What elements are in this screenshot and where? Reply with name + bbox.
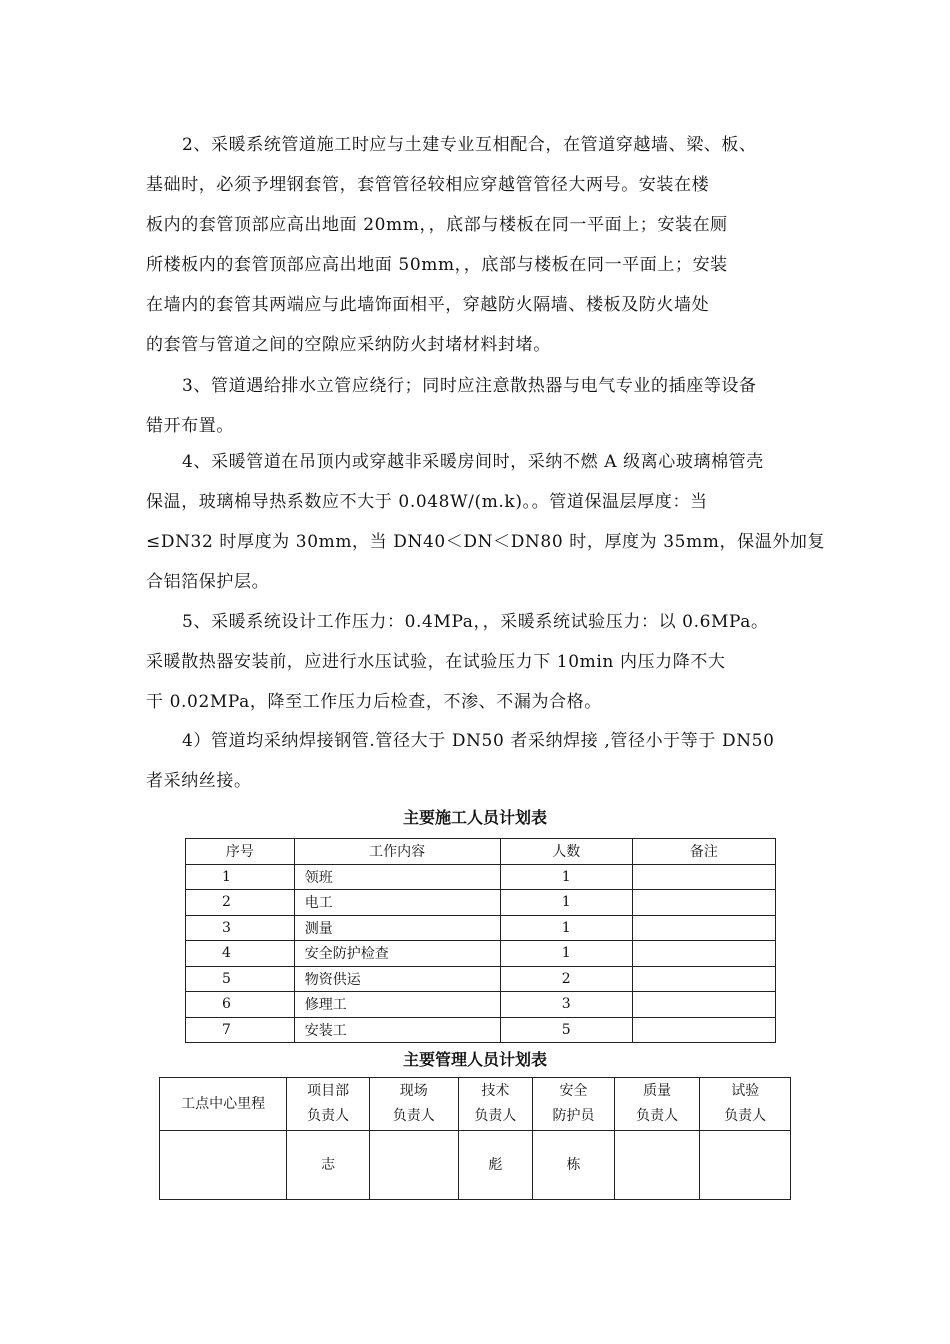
cell: 1	[500, 941, 632, 967]
cell: 2	[186, 890, 295, 916]
manager-plan-table	[159, 1077, 791, 1200]
cell: 7	[186, 1017, 295, 1043]
header-line: 质量	[643, 1083, 672, 1099]
header-line: 项目部	[307, 1083, 350, 1099]
header-line: 负责人	[392, 1108, 435, 1124]
text-line: 3、管道遇给排水立管应绕行；同时应注意散热器与电气专业的插座等设备	[182, 376, 757, 396]
cell: 修理工	[294, 992, 500, 1018]
header-line: 技术	[481, 1083, 510, 1099]
paragraph-6	[146, 721, 810, 801]
cell: 1	[500, 890, 632, 916]
text-line: 合铝箔保护层。	[146, 572, 270, 592]
staff-table-title: 主要施工人员计划表	[402, 808, 547, 827]
header-cell	[369, 1078, 458, 1131]
text-line: 的套管与管道之间的空隙应采纳防火封堵材料封堵。	[146, 335, 551, 355]
cell: 3	[500, 992, 632, 1018]
header-cell	[700, 1078, 791, 1131]
text-line: 4、采暖管道在吊顶内或穿越非采暖房间时，采纳不燃 A 级离心玻璃棉管壳	[182, 452, 764, 472]
text-line: 板内的套管顶部应高出地面 20mm，，底部与楼板在同一平面上；安装在厕	[146, 215, 728, 235]
text-line: 5、采暖系统设计工作压力：0.4MPa，，采暖系统试验压力：以 0.6MPa。	[182, 612, 769, 632]
table-row	[160, 1131, 791, 1200]
cell: 安全防护检查	[294, 941, 500, 967]
table-row	[186, 941, 776, 967]
header-line: 负责人	[636, 1108, 679, 1124]
header-line: 试验	[731, 1083, 760, 1099]
header-cell	[614, 1078, 700, 1131]
cell: 领班	[294, 864, 500, 890]
table-row	[186, 966, 776, 992]
paragraph-3	[146, 366, 810, 446]
cell: 3	[186, 915, 295, 941]
cell	[700, 1131, 791, 1200]
header-line: 安全	[559, 1083, 588, 1099]
cell: 电工	[294, 890, 500, 916]
table-row	[186, 915, 776, 941]
paragraph-4	[146, 442, 826, 602]
header-cell	[533, 1078, 615, 1131]
header-cell: 序号	[186, 839, 295, 865]
header-line: 工点中心里程	[181, 1095, 266, 1112]
text-line: 干 0.02MPa，降至工作压力后检查，不渗、不漏为合格。	[146, 692, 602, 712]
header-cell: 人数	[500, 839, 632, 865]
cell	[632, 864, 775, 890]
text-line: 采暖散热器安装前，应进行水压试验，在试验压力下 10min 内压力降不大	[146, 652, 726, 672]
table-row	[186, 992, 776, 1018]
cell: 栋	[533, 1131, 615, 1200]
header-line: 现场	[399, 1083, 428, 1099]
cell: 志	[287, 1131, 370, 1200]
header-line: 防护员	[552, 1108, 595, 1124]
cell	[632, 890, 775, 916]
cell: 1	[500, 864, 632, 890]
staff-plan-table	[185, 838, 776, 1043]
table-header-row	[186, 839, 776, 865]
cell	[632, 992, 775, 1018]
text-line: 2、采暖系统管道施工时应与土建专业互相配合，在管道穿越墙、梁、板、	[182, 135, 757, 155]
header-cell	[458, 1078, 533, 1131]
table-row	[186, 1017, 776, 1043]
header-line: 负责人	[724, 1108, 767, 1124]
mgr-table-title: 主要管理人员计划表	[402, 1050, 547, 1069]
text-line: 在墙内的套管其两端应与此墙饰面相平，穿越防火隔墙、楼板及防火墙处	[146, 295, 710, 315]
text-line: 所楼板内的套管顶部应高出地面 50mm，，底部与楼板在同一平面上；安装	[146, 255, 728, 275]
text-line: 4）管道均采纳焊接钢管.管径大于 DN50 者采纳焊接 ,管径小于等于 DN50	[182, 731, 775, 751]
cell	[632, 941, 775, 967]
table-row	[186, 890, 776, 916]
cell: 1	[186, 864, 295, 890]
cell	[632, 966, 775, 992]
header-cell	[160, 1078, 287, 1131]
cell: 2	[500, 966, 632, 992]
text-line: ≤DN32 时厚度为 30mm，当 DN40＜DN＜DN80 时，厚度为 35mm，保温外加复	[146, 532, 826, 552]
text-line: 错开布置。	[146, 416, 234, 436]
cell: 4	[186, 941, 295, 967]
cell: 安装工	[294, 1017, 500, 1043]
header-line: 负责人	[307, 1108, 350, 1124]
cell	[614, 1131, 700, 1200]
cell: 5	[186, 966, 295, 992]
header-cell	[287, 1078, 370, 1131]
cell: 物资供运	[294, 966, 500, 992]
cell: 5	[500, 1017, 632, 1043]
cell	[632, 915, 775, 941]
cell	[632, 1017, 775, 1043]
table-row	[186, 864, 776, 890]
text-line: 保温，玻璃棉导热系数应不大于 0.048W/(m.k)。。管道保温层厚度：当	[146, 492, 708, 512]
paragraph-5	[146, 602, 810, 722]
cell: 测量	[294, 915, 500, 941]
cell: 6	[186, 992, 295, 1018]
cell: 彪	[458, 1131, 533, 1200]
table-header-row	[160, 1078, 791, 1131]
paragraph-2	[146, 125, 810, 365]
header-cell: 备注	[632, 839, 775, 865]
cell	[160, 1131, 287, 1200]
header-cell: 工作内容	[294, 839, 500, 865]
cell: 1	[500, 915, 632, 941]
text-line: 者采纳丝接。	[146, 771, 252, 791]
header-line: 负责人	[474, 1108, 517, 1124]
cell	[369, 1131, 458, 1200]
text-line: 基础时，必须予埋钢套管，套管管径较相应穿越管管径大两号。安装在楼	[146, 175, 710, 195]
